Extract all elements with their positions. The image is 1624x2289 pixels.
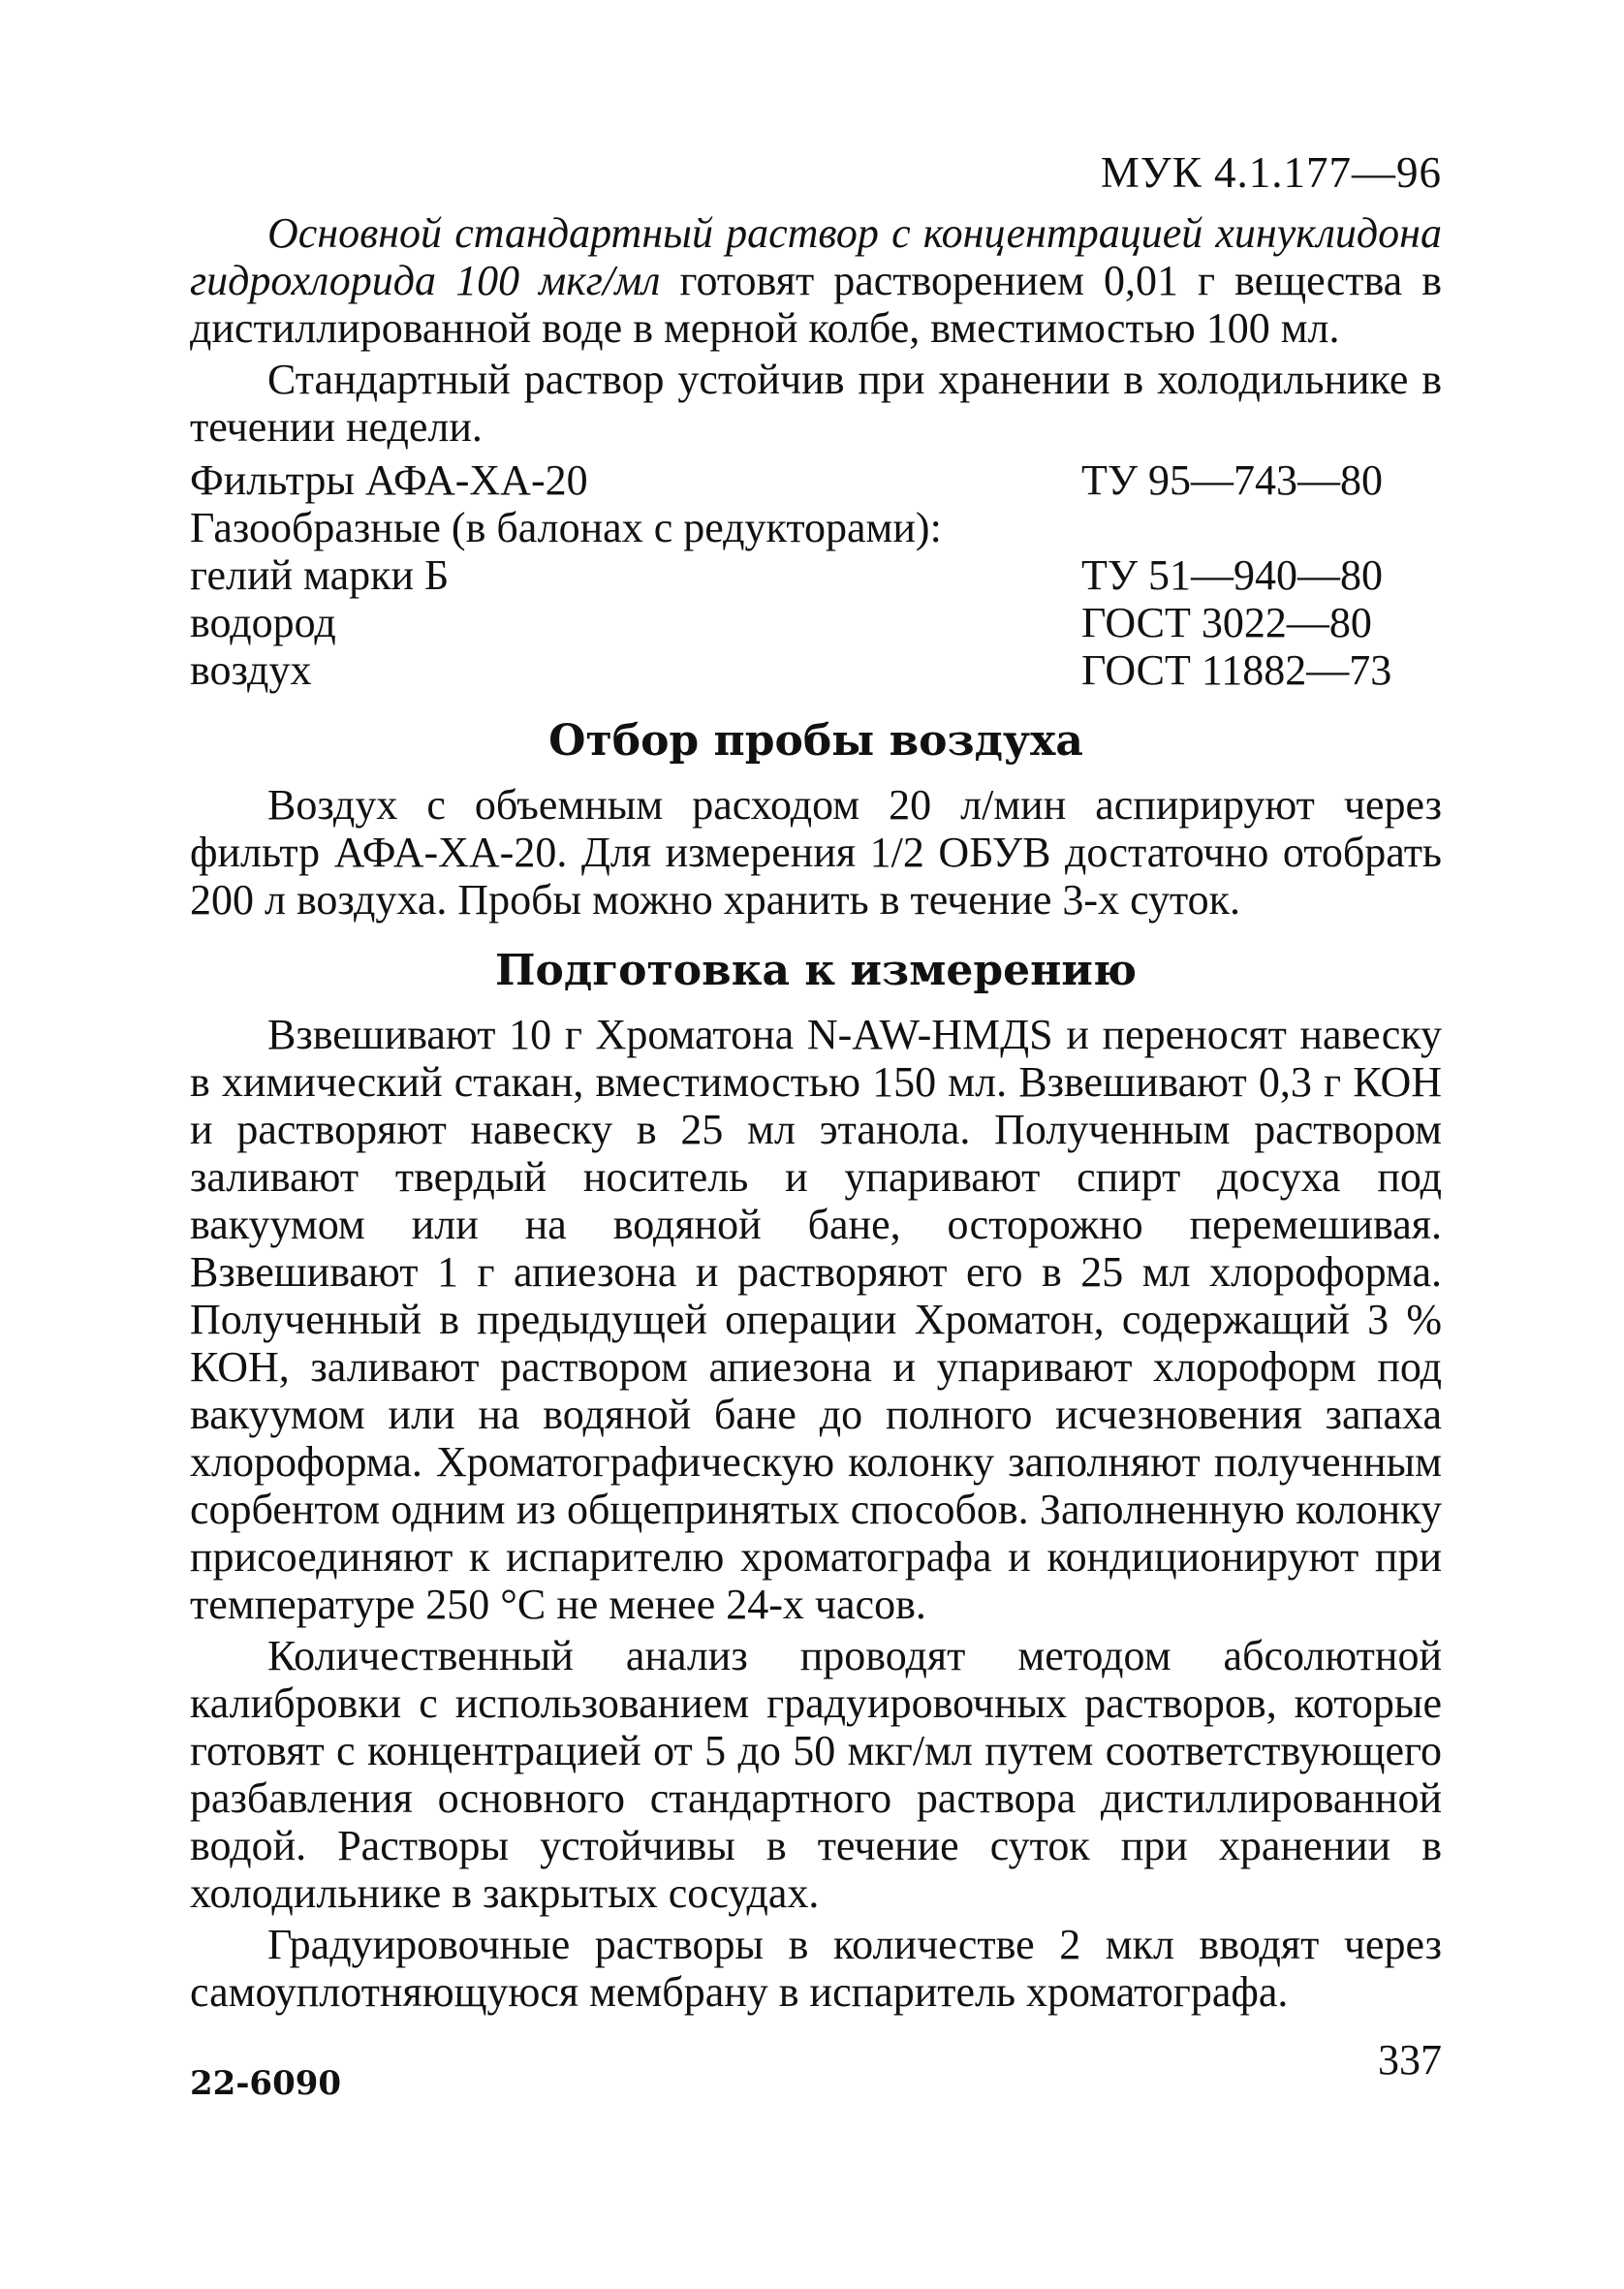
material-row-filters [190, 456, 1442, 504]
sampling-paragraph: Воздух с объемным расходом 20 л/мин аспирируют через фильтр АФА-ХА-20. Для измерения 1/2 ОБУВ достаточно отобрать 200 л воздуха. Пробы можно хранить в течение 3-х суток. [190, 781, 1442, 924]
intro-italic-lead: Основной стандартный раствор с концентрацией хинуклидона гидрохлорида 100 мкг/мл [190, 209, 1442, 304]
section-title-preparation: Подготовка к измерению [494, 946, 1138, 995]
section-title-sampling: Отбор пробы воздуха [548, 716, 1083, 766]
stability-paragraph: Стандартный раствор устойчив при хранении в холодильнике в течении недели. [190, 356, 1442, 451]
material-name: Фильтры АФА-ХА-20 [190, 456, 588, 504]
material-standard: ТУ 95—743—80 [1081, 456, 1384, 504]
material-standard: ГОСТ 3022—80 [1081, 599, 1372, 646]
document-page [190, 145, 1442, 2016]
preparation-paragraph-2: Количественный анализ проводят методом абсолютной калибровки с использованием градуировочных растворов, которые готовят с концентрацией от 5 до 50 мкг/мл путем соответствующего разбавления основного стандартного раствора дистиллированной водой. Растворы устойчивы в течение суток при хранении в холодильнике в закрытых сосудах. [190, 1632, 1442, 1917]
gases-heading: Газообразные (в балонах с редукторами): [190, 504, 942, 551]
material-row-air [190, 646, 1442, 694]
preparation-paragraph-3: Градуировочные растворы в количестве 2 мкл вводят через самоуплотняющуюся мембрану в испаритель хроматографа. [190, 1921, 1442, 2016]
page-number: 337 [1378, 2036, 1442, 2084]
material-row-helium [190, 551, 1442, 599]
preparation-paragraph-1: Взвешивают 10 г Хроматона N-AW-HMДS и переносят навеску в химический стакан, вместимостью 150 мл. Взвешивают 0,3 г КОН и растворяют навеску в 25 мл этанола. Полученным раствором заливают твердый носитель и упаривают спирт досуха под вакуумом или на водяной бане, осторожно перемешивая. Взвешивают 1 г апиезона и растворяют его в 25 мл хлороформа. Полученный в предыдущей операции Хроматон, содержащий 3 % КОН, заливают раствором апиезона и упаривают хлороформ под вакуумом или на водяной бане до полного исчезновения запаха хлороформа. Хроматографическую колонку заполняют полученным сорбентом одним из общепринятых способов. Заполненную колонку присоединяют к испарителю хроматографа и кондиционируют при температуре 250 °С не менее 24-х часов. [190, 1011, 1442, 1628]
material-name: водород [190, 599, 336, 646]
material-standard: ГОСТ 11882—73 [1081, 646, 1392, 694]
intro-text: готовят растворением 0,01 г вещества в дистиллированной воде в мерной колбе, вместимостью 100 мл. [190, 257, 1442, 352]
material-name: гелий марки Б [190, 551, 450, 599]
document-code-header: МУК 4.1.177—96 [1100, 148, 1442, 197]
print-code: 22-6090 [190, 2064, 342, 2103]
intro-paragraph [190, 209, 1442, 352]
materials-list [190, 456, 1442, 694]
gases-heading-row [190, 504, 1442, 551]
material-name: воздух [190, 646, 312, 694]
material-row-hydrogen [190, 599, 1442, 646]
material-standard: ТУ 51—940—80 [1081, 551, 1384, 599]
